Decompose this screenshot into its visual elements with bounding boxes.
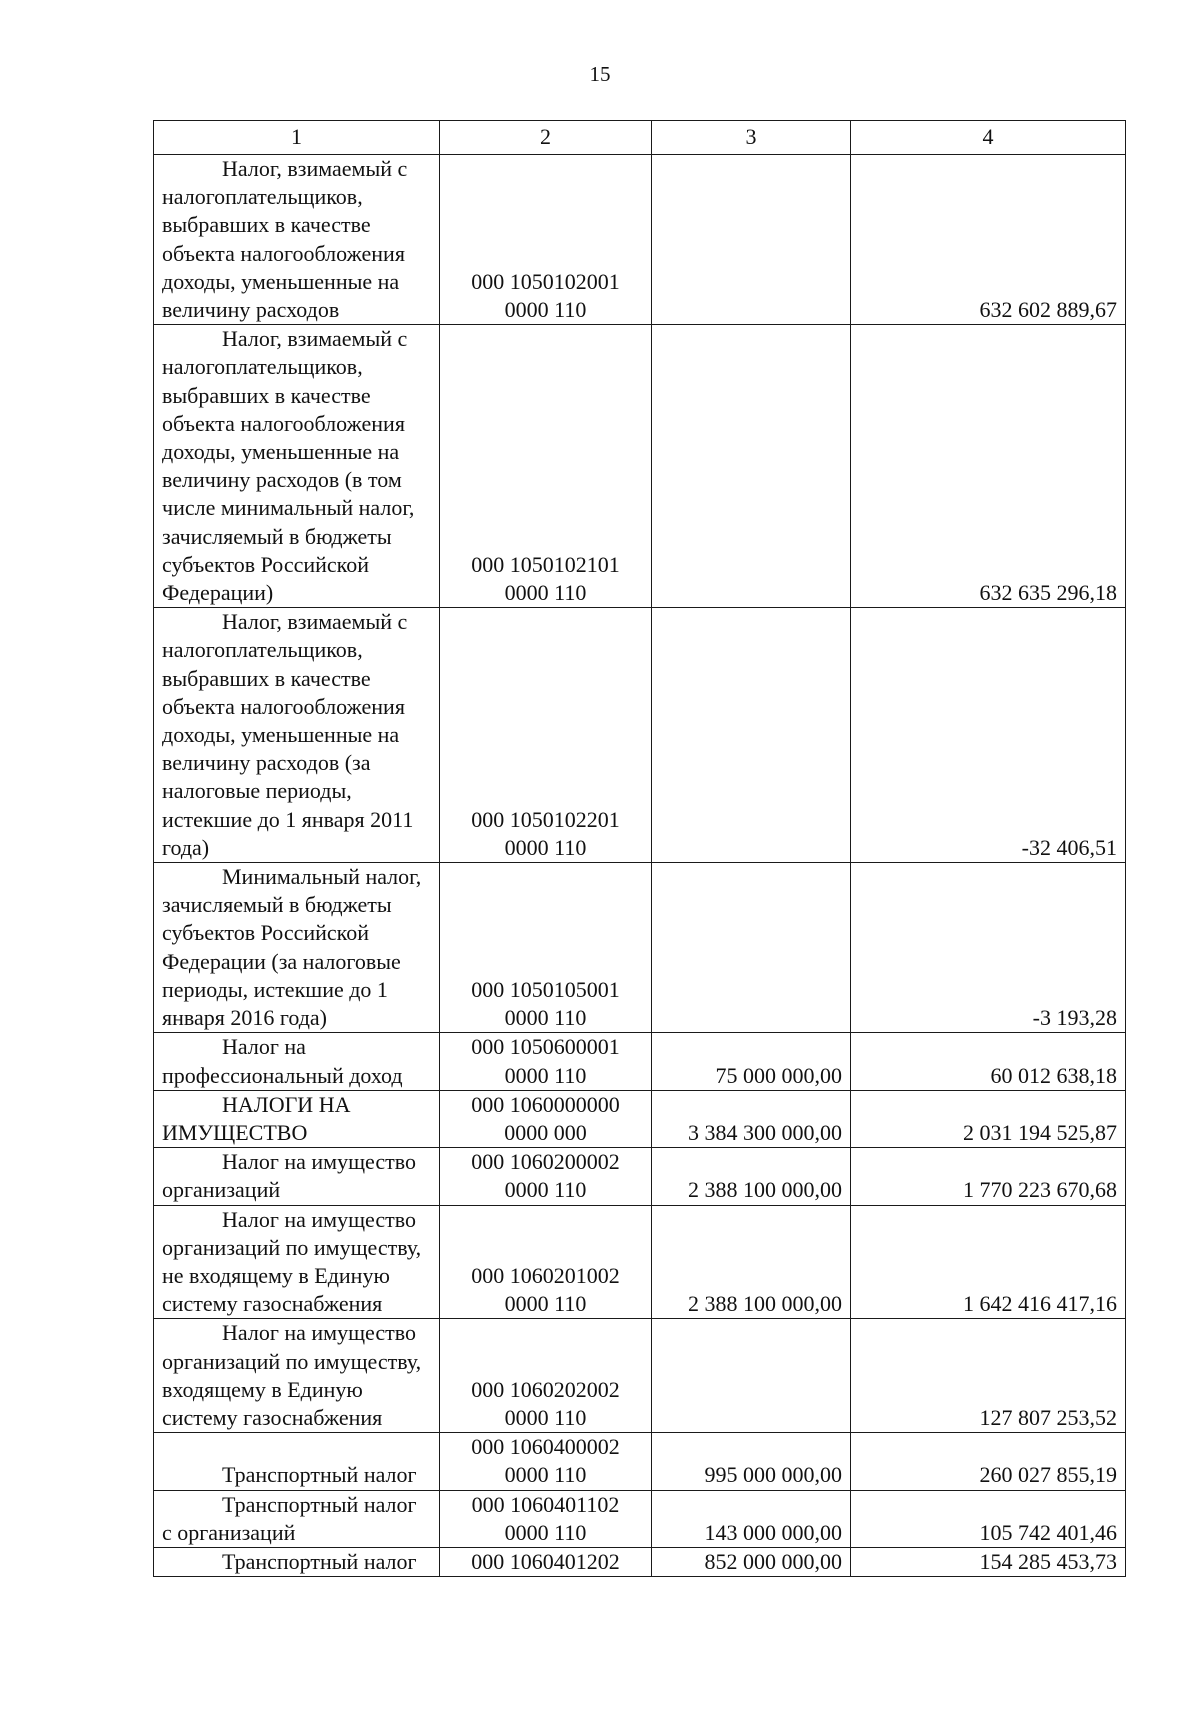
row-code-cell: 000 1060200002 0000 110 (440, 1148, 652, 1205)
header-row (154, 121, 1126, 155)
column-header-4: 4 (851, 121, 1126, 155)
row-plan-cell: 852 000 000,00 (652, 1547, 851, 1576)
row-plan-cell: 995 000 000,00 (652, 1433, 851, 1490)
table-row (154, 1033, 1126, 1090)
column-header-1: 1 (154, 121, 440, 155)
table-row (154, 325, 1126, 608)
row-code-cell: 000 1050102101 0000 110 (440, 325, 652, 608)
row-actual-cell: -32 406,51 (851, 608, 1126, 863)
row-name-cell: Налог, взимаемый с налогоплательщиков, выбравших в качестве объекта налогообложения доходы, уменьшенные на величину расходов (за налоговые периоды, истекшие до 1 января 2011 года) (154, 608, 440, 863)
row-code-cell: 000 1060401102 0000 110 (440, 1490, 652, 1547)
row-code-cell: 000 1060202002 0000 110 (440, 1319, 652, 1433)
table-row (154, 1490, 1126, 1547)
row-actual-cell: 127 807 253,52 (851, 1319, 1126, 1433)
row-code-cell: 000 1050600001 0000 110 (440, 1033, 652, 1090)
table-row (154, 1148, 1126, 1205)
row-name-cell: Транспортный налог с организаций (154, 1490, 440, 1547)
table-row (154, 1319, 1126, 1433)
row-plan-cell: 3 384 300 000,00 (652, 1090, 851, 1147)
row-name-cell: Налог на профессиональный доход (154, 1033, 440, 1090)
row-code-cell: 000 1050105001 0000 110 (440, 863, 652, 1033)
row-code-cell: 000 1060201002 0000 110 (440, 1205, 652, 1319)
row-actual-cell: 260 027 855,19 (851, 1433, 1126, 1490)
table-row (154, 1433, 1126, 1490)
row-actual-cell: 60 012 638,18 (851, 1033, 1126, 1090)
row-plan-cell: 2 388 100 000,00 (652, 1205, 851, 1319)
row-plan-cell (652, 608, 851, 863)
row-actual-cell: 154 285 453,73 (851, 1547, 1126, 1576)
row-name-cell: Транспортный налог (154, 1547, 440, 1576)
row-actual-cell: 1 770 223 670,68 (851, 1148, 1126, 1205)
row-code-cell: 000 1060400002 0000 110 (440, 1433, 652, 1490)
table-row (154, 1090, 1126, 1147)
table-row (154, 1547, 1126, 1576)
column-header-2: 2 (440, 121, 652, 155)
row-plan-cell (652, 1319, 851, 1433)
row-actual-cell: 2 031 194 525,87 (851, 1090, 1126, 1147)
row-plan-cell: 143 000 000,00 (652, 1490, 851, 1547)
table-row (154, 608, 1126, 863)
row-actual-cell: 1 642 416 417,16 (851, 1205, 1126, 1319)
page-number: 15 (589, 62, 611, 86)
row-actual-cell: 105 742 401,46 (851, 1490, 1126, 1547)
table-body (154, 155, 1126, 1577)
row-code-cell: 000 1060401202 (440, 1547, 652, 1576)
row-name-cell: Налог, взимаемый с налогоплательщиков, выбравших в качестве объекта налогообложения доходы, уменьшенные на величину расходов (154, 155, 440, 325)
row-plan-cell (652, 155, 851, 325)
row-name-cell: Налог на имущество организаций по имуществу, входящему в Единую систему газоснабжения (154, 1319, 440, 1433)
row-name-cell: Минимальный налог, зачисляемый в бюджеты субъектов Российской Федерации (за налоговые периоды, истекшие до 1 января 2016 года) (154, 863, 440, 1033)
row-plan-cell (652, 325, 851, 608)
row-actual-cell: 632 635 296,18 (851, 325, 1126, 608)
row-plan-cell: 2 388 100 000,00 (652, 1148, 851, 1205)
row-code-cell: 000 1050102201 0000 110 (440, 608, 652, 863)
row-name-cell: Транспортный налог (154, 1433, 440, 1490)
row-plan-cell (652, 863, 851, 1033)
row-plan-cell: 75 000 000,00 (652, 1033, 851, 1090)
column-header-3: 3 (652, 121, 851, 155)
row-actual-cell: 632 602 889,67 (851, 155, 1126, 325)
row-name-cell: Налог, взимаемый с налогоплательщиков, выбравших в качестве объекта налогообложения доходы, уменьшенные на величину расходов (в том числе минимальный налог, зачисляемый в бюджеты субъектов Российской Федерации) (154, 325, 440, 608)
table-row (154, 155, 1126, 325)
row-name-cell: Налог на имущество организаций (154, 1148, 440, 1205)
table-row (154, 863, 1126, 1033)
row-name-cell: НАЛОГИ НА ИМУЩЕСТВО (154, 1090, 440, 1147)
row-actual-cell: -3 193,28 (851, 863, 1126, 1033)
row-code-cell: 000 1060000000 0000 000 (440, 1090, 652, 1147)
row-code-cell: 000 1050102001 0000 110 (440, 155, 652, 325)
row-name-cell: Налог на имущество организаций по имуществу, не входящему в Единую систему газоснабжения (154, 1205, 440, 1319)
table-row (154, 1205, 1126, 1319)
revenue-table (153, 120, 1126, 1577)
